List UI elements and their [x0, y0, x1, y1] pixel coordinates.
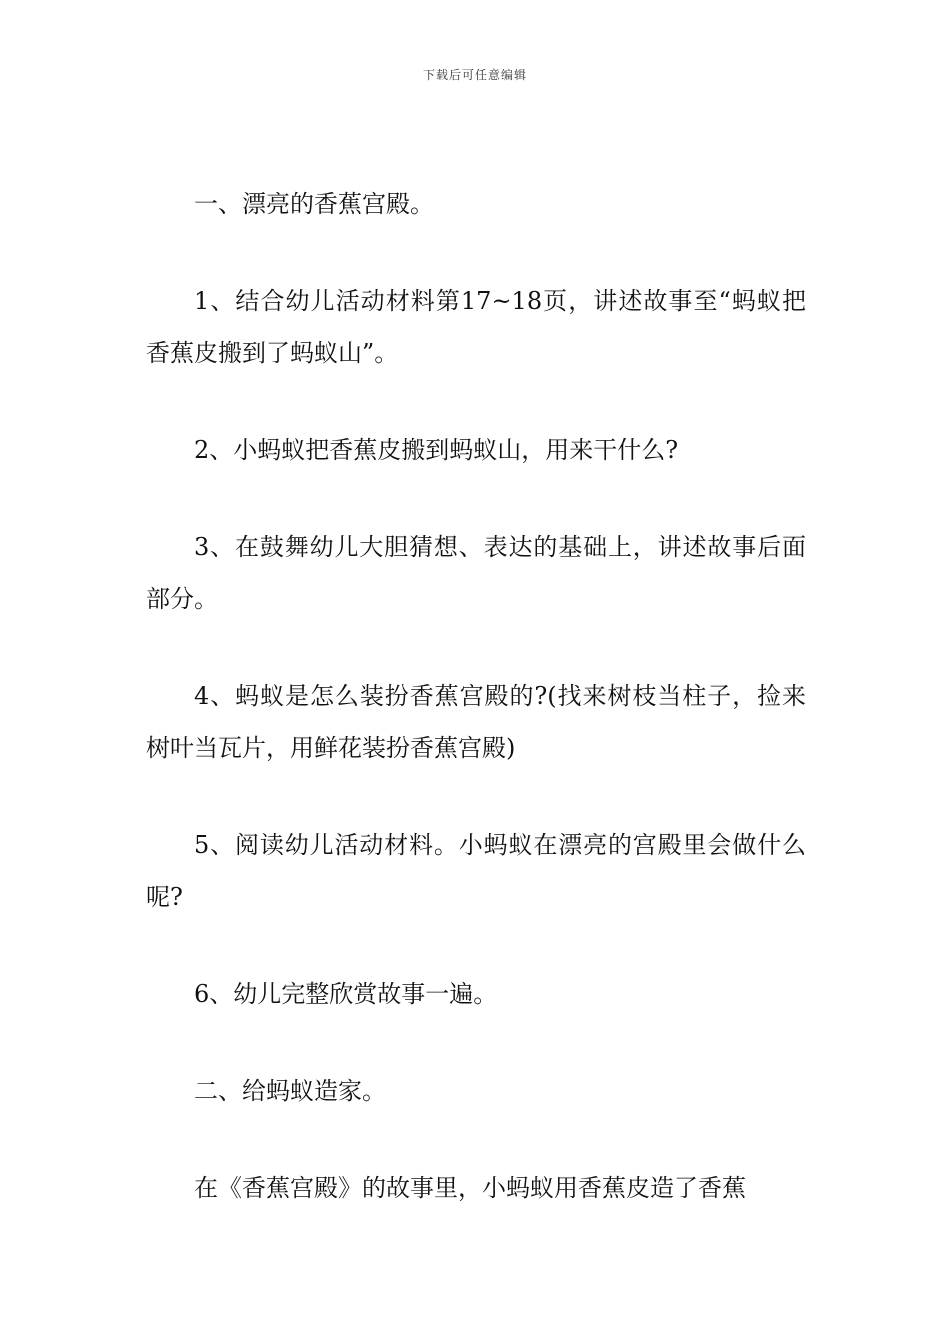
section-heading-2: 二、给蚂蚁造家。: [194, 1077, 386, 1105]
step-4-paragraph: 4、蚂蚁是怎么装扮香蕉宫殿的?(找来树枝当柱子，捡来树叶当瓦片，用鲜花装扮香蕉宫殿): [146, 682, 806, 762]
body-paragraph: 在《香蕉宫殿》的故事里，小蚂蚁用香蕉皮造了香蕉: [194, 1174, 746, 1202]
document-body: [146, 178, 806, 1214]
step-2-paragraph: 2、小蚂蚁把香蕉皮搬到蚂蚁山，用来干什么?: [194, 436, 679, 464]
step-3-paragraph: 3、在鼓舞幼儿大胆猜想、表达的基础上，讲述故事后面部分。: [146, 533, 806, 613]
step-1-paragraph: 1、结合幼儿活动材料第17~18页，讲述故事至“蚂蚁把香蕉皮搬到了蚂蚁山”。: [146, 287, 806, 367]
step-6-paragraph: 6、幼儿完整欣赏故事一遍。: [194, 980, 498, 1008]
section-heading-1: 一、漂亮的香蕉宫殿。: [194, 190, 434, 218]
page-header: 下载后可任意编辑: [422, 68, 527, 82]
step-5-paragraph: 5、阅读幼儿活动材料。小蚂蚁在漂亮的宫殿里会做什么呢?: [146, 831, 806, 911]
